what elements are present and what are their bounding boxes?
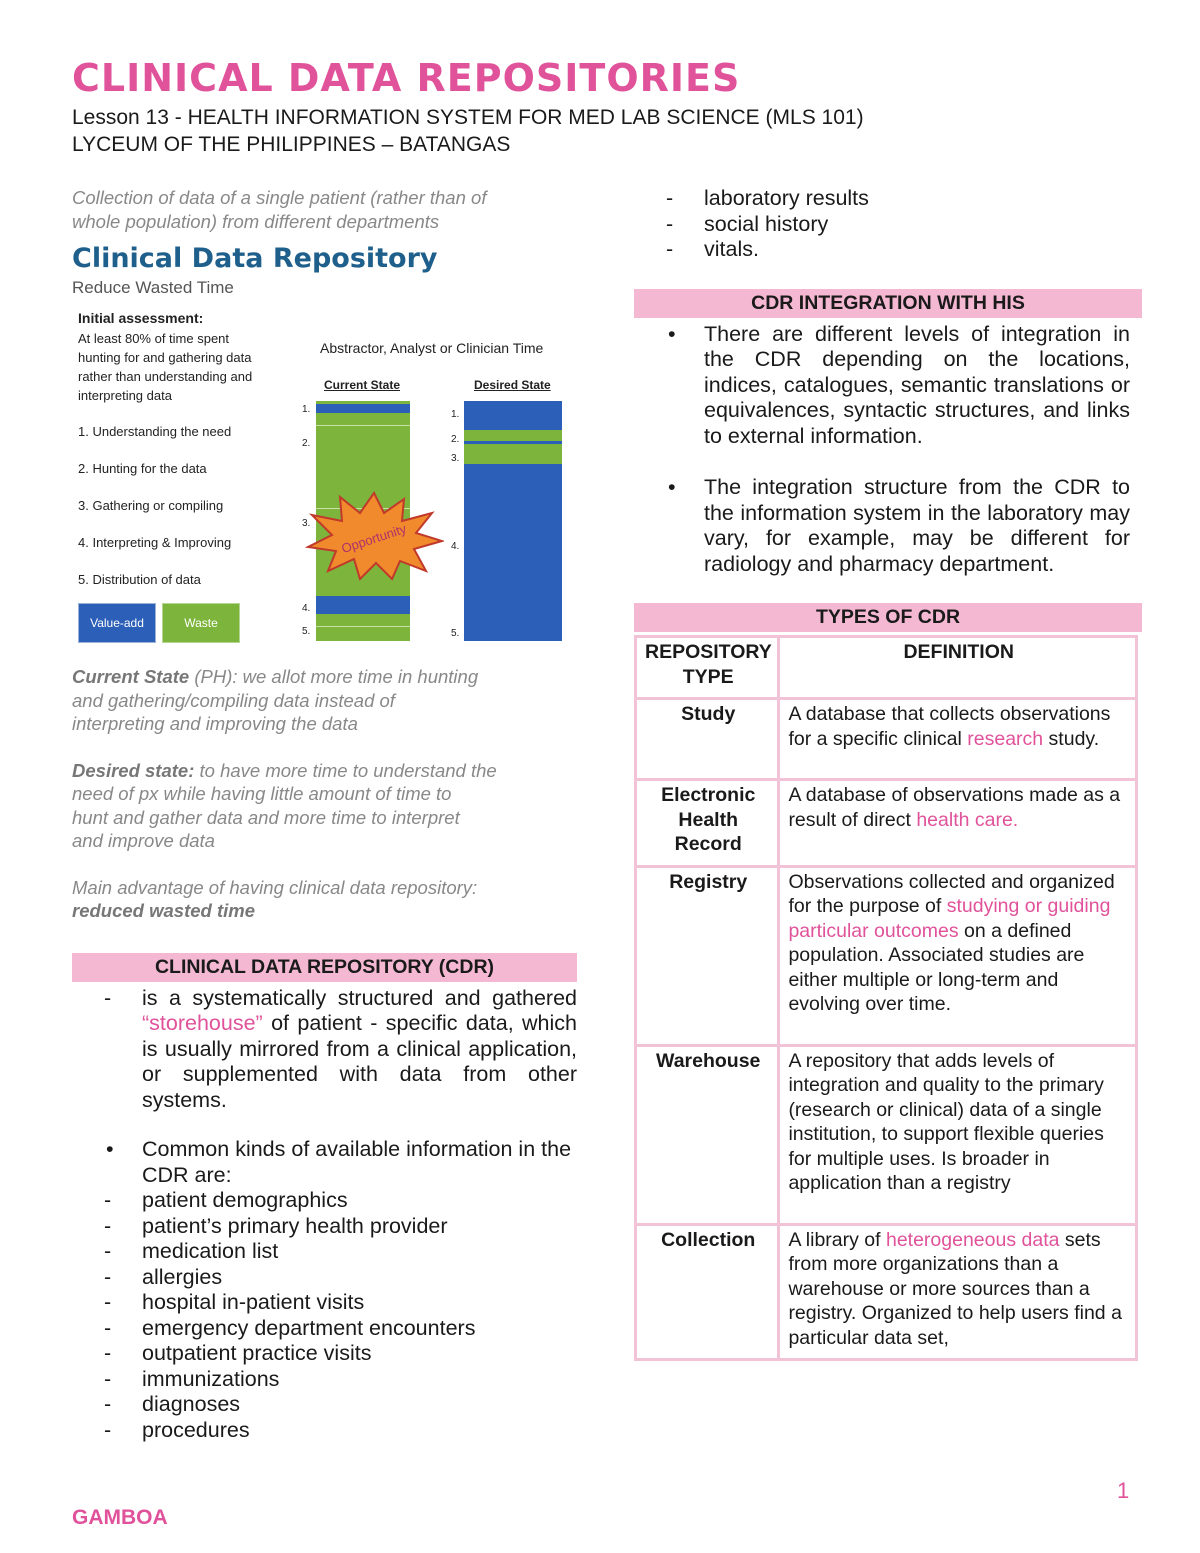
- step-2: 2. Hunting for the data: [78, 461, 207, 476]
- current-state-note: Current State (PH): we allot more time in hunting and gathering/compiling data instead of interpreting and improving the data: [72, 666, 479, 734]
- desired-state-bar: [464, 401, 562, 641]
- left-column: [72, 186, 577, 1443]
- opportunity-label: Opportunity: [339, 521, 409, 557]
- list-item: - emergency department encounters: [72, 1316, 577, 1342]
- list-item: - medication list: [72, 1239, 577, 1265]
- current-value-segment-4: [316, 596, 410, 614]
- desired-waste-segment-3: [464, 444, 562, 464]
- figure-subtitle: Reduce Wasted Time: [72, 278, 234, 297]
- table-row: Electronic Health Record A database of observations made as a result of direct health care.: [636, 780, 1137, 867]
- column-header: REPOSITORY TYPE: [636, 637, 779, 699]
- desired-num-5: 5.: [451, 628, 460, 639]
- school-subtitle: LYCEUM OF THE PHILIPPINES – BATANGAS: [72, 133, 511, 156]
- current-num-4: 4.: [302, 603, 311, 614]
- initial-assessment-text: At least 80% of time spent hunting for and gathering data rather than understanding and interpreting data: [78, 331, 253, 403]
- list-item: - social history: [634, 212, 1142, 238]
- intro-text: Collection of data of a single patient (rather than of whole population) from different departments: [72, 187, 487, 232]
- list-item: - patient demographics: [72, 1188, 577, 1214]
- page-number: 1: [1117, 1478, 1130, 1503]
- column-header: DEFINITION: [779, 637, 1137, 699]
- table-row: Registry Observations collected and organized for the purpose of studying or guiding particular outcomes on a defined population. Associated studies are either multiple or long-term and evolving over time.: [636, 866, 1137, 1045]
- list-item: - hospital in-patient visits: [72, 1290, 577, 1316]
- list-item: - diagnoses: [72, 1392, 577, 1418]
- table-row: Study A database that collects observations for a specific clinical research study.: [636, 699, 1137, 780]
- cdr-common-kinds: [72, 1137, 577, 1443]
- step-3: 3. Gathering or compiling: [78, 498, 224, 513]
- legend-waste: Waste: [162, 603, 240, 643]
- table-row: Warehouse A repository that adds levels of integration and quality to the primary (research or clinical) data of a single institution, to support flexible queries for multiple uses. Is broader in application than a registry: [636, 1045, 1137, 1224]
- opportunity-starburst-icon: [304, 491, 444, 581]
- desired-state-note: Desired state: to have more time to understand the need of px while having little amount of time to hunt and gather data and more time to interpret and improve data: [72, 759, 497, 851]
- integration-bullet-2: • The integration structure from the CDR to the information system in the laboratory may vary, for example, may be different for radiology and pharmacy department.: [634, 475, 1130, 577]
- figure-title: Clinical Data Repository: [72, 243, 438, 274]
- list-item: - procedures: [72, 1418, 577, 1444]
- list-item: - outpatient practice visits: [72, 1341, 577, 1367]
- cdr-section-heading: CLINICAL DATA REPOSITORY (CDR): [72, 953, 577, 982]
- list-item: - allergies: [72, 1265, 577, 1291]
- cdr-definition: - is a systematically structured and gathered “storehouse” of patient - specific data, which is usually mirrored from a clinical application, or supplemented with data from other systems.: [72, 986, 577, 1114]
- integration-bullets: [634, 322, 1142, 578]
- desired-waste-segment-2: [464, 430, 562, 441]
- current-num-1: 1.: [302, 404, 311, 415]
- desired-num-2: 2.: [451, 434, 460, 445]
- footer-author: GAMBOA: [72, 1506, 168, 1529]
- lesson-subtitle: Lesson 13 - HEALTH INFORMATION SYSTEM FOR MED LAB SCIENCE (MLS 101): [72, 106, 864, 129]
- common-kinds-bullet: • Common kinds of available information in the CDR are:: [72, 1137, 577, 1188]
- types-table: [634, 635, 1138, 1361]
- desired-num-4: 4.: [451, 541, 460, 552]
- current-value-segment-1: [316, 404, 410, 413]
- current-num-3: 3.: [302, 518, 311, 529]
- table-header-row: [636, 637, 1137, 699]
- desired-num-3: 3.: [451, 453, 460, 464]
- list-item: - laboratory results: [634, 186, 1142, 212]
- step-5: 5. Distribution of data: [78, 572, 201, 587]
- integration-heading: CDR INTEGRATION WITH HIS: [634, 289, 1142, 318]
- integration-bullet-1: • There are different levels of integration in the CDR depending on the locations, indices, catalogues, semantic translations or equivalences, syntactic structures, and links to external information.: [634, 322, 1130, 450]
- desired-state-label: Desired State: [474, 378, 551, 392]
- current-num-5: 5.: [302, 626, 311, 637]
- right-column: [634, 186, 1142, 1361]
- desired-num-1: 1.: [451, 409, 460, 420]
- list-item: - vitals.: [634, 237, 1142, 263]
- step-1: 1. Understanding the need: [78, 424, 232, 439]
- types-heading: TYPES OF CDR: [634, 603, 1142, 632]
- initial-assessment-label: Initial assessment:: [78, 310, 204, 326]
- current-num-2: 2.: [302, 438, 311, 449]
- main-advantage-note: Main advantage of having clinical data repository: reduced wasted time: [72, 876, 478, 921]
- chart-title: Abstractor, Analyst or Clinician Time: [320, 340, 544, 356]
- cdr-figure: [72, 306, 577, 661]
- list-item: - immunizations: [72, 1367, 577, 1393]
- list-item: - patient’s primary health provider: [72, 1214, 577, 1240]
- continued-kinds-list: [634, 186, 1142, 263]
- current-state-label: Current State: [324, 378, 401, 392]
- legend-value-add: Value-add: [78, 603, 156, 643]
- step-4: 4. Interpreting & Improving: [78, 535, 232, 550]
- table-row: Collection A library of heterogeneous data sets from more organizations than a warehouse or more sources than a registry. Organized to help users find a particular data set,: [636, 1224, 1137, 1360]
- page-title: CLINICAL DATA REPOSITORIES: [72, 56, 741, 100]
